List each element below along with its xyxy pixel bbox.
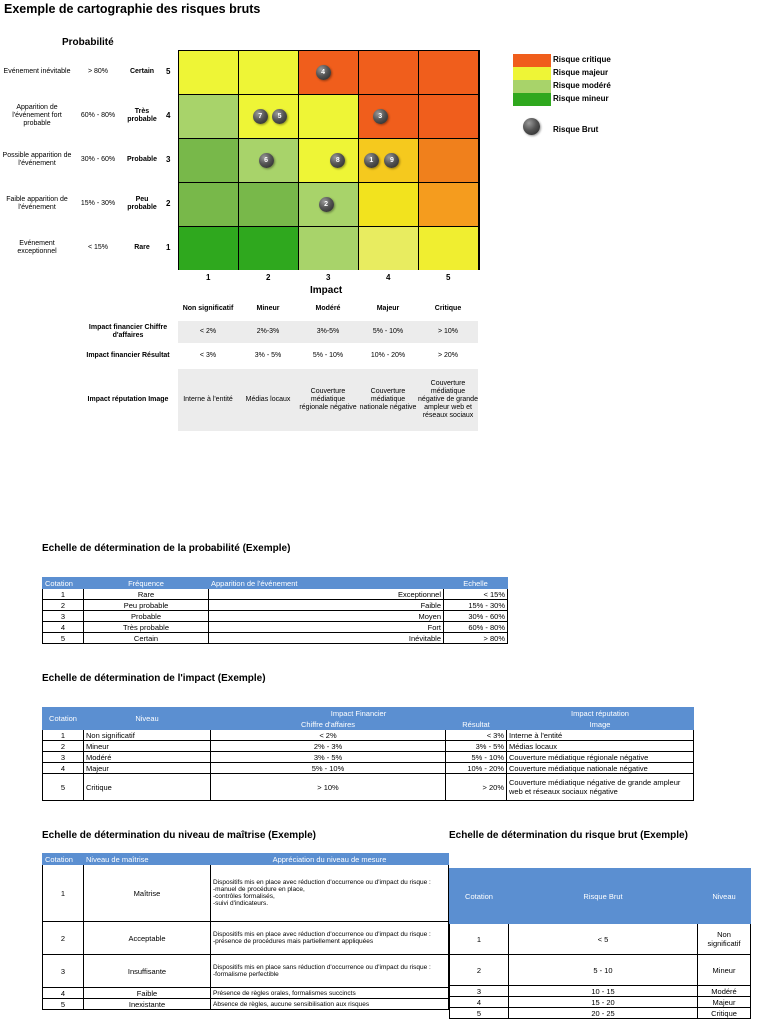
table-row: [43, 611, 508, 622]
prob-row-num: 2: [166, 199, 171, 208]
table-cell: 30% - 60%: [444, 611, 508, 622]
brut-table-title: Echelle de détermination du risque brut (Exemple): [449, 830, 688, 841]
risk-marker: 6: [259, 153, 274, 168]
table-cell: 2: [43, 741, 84, 752]
prob-row-name: Peu probable: [127, 196, 157, 211]
table-cell: Mineur: [698, 955, 751, 986]
legend-swatch: [513, 54, 551, 67]
table-cell: 15% - 30%: [444, 600, 508, 611]
legend-swatch: [513, 93, 551, 106]
matrix-cell: [179, 139, 238, 182]
impact-cell: 3%-5%: [298, 321, 358, 343]
column-header: Niveau de maîtrise: [84, 854, 211, 865]
impact-col-num: 4: [386, 273, 391, 282]
maitrise-table-title: Echelle de détermination du niveau de maîtrise (Exemple): [42, 830, 316, 841]
prob-row-name: Probable: [127, 156, 157, 163]
column-header: Niveau: [84, 708, 211, 730]
table-row: [43, 999, 449, 1010]
probability-header: Probabilité: [62, 37, 114, 48]
column-header: Cotation: [43, 854, 84, 865]
impact-cell: 5% - 10%: [298, 345, 358, 367]
table-cell: > 10%: [211, 774, 446, 801]
table-cell: < 15%: [444, 589, 508, 600]
risk-marker: 3: [373, 109, 388, 124]
table-cell: 15 - 20: [509, 997, 698, 1008]
impact-cell: 10% - 20%: [358, 345, 418, 367]
table-row: [43, 633, 508, 644]
impact-cell: Interne à l'entité: [178, 369, 238, 431]
table-cell: 2% - 3%: [211, 741, 446, 752]
legend-label: Risque majeur: [553, 68, 609, 77]
impact-table-title: Echelle de détermination de l'impact (Exemple): [42, 673, 266, 684]
table-cell: 1: [43, 589, 84, 600]
prob-table-title: Echelle de détermination de la probabilité (Exemple): [42, 543, 291, 554]
table-cell: Inexistante: [84, 999, 211, 1010]
table-cell: Très probable: [84, 622, 209, 633]
impact-level: Non significatif: [182, 305, 234, 312]
column-header: Appréciation du niveau de mesure: [211, 854, 449, 865]
table-cell: Majeur: [698, 997, 751, 1008]
column-header: Risque Brut: [509, 869, 698, 924]
table-cell: 4: [450, 997, 509, 1008]
prob-row-pct: > 80%: [87, 68, 109, 75]
table-header-row: [43, 578, 508, 589]
impact-col-num: 3: [326, 273, 331, 282]
column-header: Impact Financier: [211, 708, 507, 719]
column-header: Apparition de l'événement: [209, 578, 444, 589]
table-cell: 5% - 10%: [211, 763, 446, 774]
table-cell: Acceptable: [84, 922, 211, 955]
legend-label: Risque critique: [553, 55, 611, 64]
impact-col-num: 5: [446, 273, 451, 282]
prob-row-desc: Possible apparition de l'événement: [2, 152, 72, 167]
table-cell: 1: [450, 924, 509, 955]
table-header-row: [43, 708, 694, 719]
table-cell: 5: [43, 774, 84, 801]
impact-cell: > 20%: [418, 345, 478, 367]
table-row: [450, 986, 751, 997]
impact-table: [42, 707, 694, 801]
table-cell: 3: [43, 955, 84, 988]
matrix-cell: [359, 51, 418, 94]
column-header: Echelle: [444, 578, 508, 589]
table-row: [43, 763, 694, 774]
matrix-cell: [419, 227, 478, 270]
table-cell: 5: [43, 999, 84, 1010]
matrix-cell: [359, 95, 418, 138]
table-cell: Peu probable: [84, 600, 209, 611]
table-header-row: [450, 869, 751, 924]
table-cell: Critique: [698, 1008, 751, 1019]
prob-row-num: 3: [166, 155, 171, 164]
column-header: Cotation: [43, 578, 84, 589]
table-cell: Dispositifs mis en place sans réduction d'occurrence ou d'impact du risque : -formalisme perfectible: [211, 955, 449, 988]
impact-cell: Couverture médiatique nationale négative: [358, 369, 418, 431]
table-cell: Moyen: [209, 611, 444, 622]
prob-row-desc: Evénement exceptionnel: [17, 240, 57, 255]
matrix-cell: [419, 95, 478, 138]
table-cell: Absence de règles, aucune sensibilisation aux risques: [211, 999, 449, 1010]
prob-row-pct: 30% - 60%: [80, 156, 116, 163]
table-cell: Couverture médiatique régionale négative: [507, 752, 694, 763]
impact-cell: > 10%: [418, 321, 478, 343]
impact-cell: 5% - 10%: [358, 321, 418, 343]
table-cell: 2: [450, 955, 509, 986]
table-cell: 3: [43, 611, 84, 622]
impact-header: Impact: [310, 285, 343, 296]
table-cell: 3: [450, 986, 509, 997]
table-cell: 4: [43, 988, 84, 999]
column-header: Chiffre d'affaires: [211, 719, 446, 730]
table-cell: Insuffisante: [84, 955, 211, 988]
table-cell: Médias locaux: [507, 741, 694, 752]
table-cell: Couverture médiatique nationale négative: [507, 763, 694, 774]
table-row: [43, 730, 694, 741]
column-header: Cotation: [450, 869, 509, 924]
impact-col-num: 1: [206, 273, 211, 282]
table-row: [43, 622, 508, 633]
table-cell: Mineur: [84, 741, 211, 752]
table-header-row: [43, 854, 449, 865]
table-cell: Présence de règles orales, formalismes succincts: [211, 988, 449, 999]
table-cell: Dispositifs mis en place avec réduction d'occurrence ou d'impact du risque : -présence de procédures mais partiellement appliquées: [211, 922, 449, 955]
table-cell: 5 - 10: [509, 955, 698, 986]
matrix-cell: [179, 51, 238, 94]
table-cell: 5: [450, 1008, 509, 1019]
table-cell: 60% - 80%: [444, 622, 508, 633]
matrix-cell: [359, 183, 418, 226]
impact-cell: < 3%: [178, 345, 238, 367]
prob-row-num: 5: [166, 67, 171, 76]
prob-row-pct: 15% - 30%: [80, 200, 116, 207]
column-header: Fréquence: [84, 578, 209, 589]
table-cell: 3% - 5%: [446, 741, 507, 752]
risk-marker: 1: [364, 153, 379, 168]
risk-marker: 5: [272, 109, 287, 124]
prob-row-name: Rare: [134, 244, 150, 251]
table-row: [43, 741, 694, 752]
table-cell: Dispositifs mis en place avec réduction d'occurrence ou d'impact du risque : -manuel de procédure en place, -contrôles formalisés, -suivi d'indicateurs.: [211, 865, 449, 922]
impact-cell: Couverture médiatique négative de grande ampleur web et réseaux sociaux: [418, 369, 478, 431]
impact-row-label: Impact réputation Image: [87, 396, 169, 403]
risk-marker: 4: [316, 65, 331, 80]
prob-row-pct: < 15%: [87, 244, 109, 251]
column-header: Cotation: [43, 708, 84, 730]
legend-label: Risque modéré: [553, 81, 611, 90]
table-cell: Faible: [84, 988, 211, 999]
prob-row-pct: 60% - 80%: [80, 112, 116, 119]
column-header: Niveau: [698, 869, 751, 924]
table-cell: 5: [43, 633, 84, 644]
matrix-cell: [239, 51, 298, 94]
table-cell: 1: [43, 865, 84, 922]
table-cell: Exceptionnel: [209, 589, 444, 600]
impact-row-label: Impact financier Chiffre d'affaires: [88, 324, 168, 339]
impact-cell: 2%-3%: [238, 321, 298, 343]
matrix-cell: [179, 183, 238, 226]
matrix-cell: [299, 227, 358, 270]
impact-level: Modéré: [315, 305, 341, 312]
table-row: [43, 865, 449, 922]
table-cell: > 20%: [446, 774, 507, 801]
legend-swatch: [513, 67, 551, 80]
prob-row-desc: Apparition de l'événement fort probable: [12, 104, 62, 127]
table-cell: 4: [43, 622, 84, 633]
impact-level: Critique: [434, 305, 462, 312]
page-title: Exemple de cartographie des risques bruts: [4, 2, 261, 16]
table-cell: Interne à l'entité: [507, 730, 694, 741]
matrix-cell: [239, 227, 298, 270]
table-cell: < 2%: [211, 730, 446, 741]
matrix-cell: [179, 95, 238, 138]
impact-cell: Médias locaux: [238, 369, 298, 431]
table-cell: Non significatif: [84, 730, 211, 741]
table-cell: Majeur: [84, 763, 211, 774]
table-row: [43, 922, 449, 955]
risk-marker: 2: [319, 197, 334, 212]
prob-row-desc: Faible apparition de l'événement: [6, 196, 68, 211]
table-cell: Modéré: [84, 752, 211, 763]
table-cell: 1: [43, 730, 84, 741]
impact-row-label: Impact financier Résultat: [86, 352, 170, 359]
risk-matrix: [178, 50, 480, 270]
matrix-cell: [359, 227, 418, 270]
table-cell: 20 - 25: [509, 1008, 698, 1019]
impact-level: Majeur: [376, 305, 400, 312]
brut-table: [449, 868, 751, 1019]
table-cell: 4: [43, 763, 84, 774]
table-cell: Rare: [84, 589, 209, 600]
column-header: Résultat: [446, 719, 507, 730]
prob-row-desc: Evénement inévitable: [3, 68, 71, 75]
impact-cell: Couverture médiatique régionale négative: [298, 369, 358, 431]
table-cell: Faible: [209, 600, 444, 611]
probability-table: [42, 577, 508, 644]
maitrise-table: [42, 853, 449, 1010]
risk-marker: 8: [330, 153, 345, 168]
table-cell: > 80%: [444, 633, 508, 644]
table-row: [43, 600, 508, 611]
table-row: [43, 774, 694, 801]
legend-ball-icon: [523, 118, 540, 135]
table-row: [43, 988, 449, 999]
matrix-cell: [419, 51, 478, 94]
table-cell: Maîtrise: [84, 865, 211, 922]
table-cell: 10 - 15: [509, 986, 698, 997]
column-header: Image: [507, 719, 694, 730]
matrix-cell: [299, 95, 358, 138]
column-header: Impact réputation: [507, 708, 694, 719]
table-row: [450, 955, 751, 986]
legend-ball-label: Risque Brut: [553, 125, 599, 134]
table-cell: 10% - 20%: [446, 763, 507, 774]
table-cell: 3: [43, 752, 84, 763]
table-cell: < 3%: [446, 730, 507, 741]
prob-row-num: 4: [166, 111, 171, 120]
table-cell: Critique: [84, 774, 211, 801]
table-cell: < 5: [509, 924, 698, 955]
table-row: [450, 924, 751, 955]
table-cell: 3% - 5%: [211, 752, 446, 763]
impact-cell: < 2%: [178, 321, 238, 343]
matrix-cell: [299, 139, 358, 182]
table-cell: 2: [43, 600, 84, 611]
table-cell: Fort: [209, 622, 444, 633]
legend-swatch: [513, 80, 551, 93]
table-row: [450, 997, 751, 1008]
table-cell: 5% - 10%: [446, 752, 507, 763]
impact-col-num: 2: [266, 273, 271, 282]
risk-marker: 7: [253, 109, 268, 124]
table-cell: Probable: [84, 611, 209, 622]
prob-row-num: 1: [166, 243, 171, 252]
table-cell: Certain: [84, 633, 209, 644]
table-row: [43, 955, 449, 988]
matrix-cell: [239, 183, 298, 226]
table-cell: Non significatif: [698, 924, 751, 955]
matrix-cell: [419, 139, 478, 182]
risk-marker: 9: [384, 153, 399, 168]
legend-label: Risque mineur: [553, 94, 609, 103]
table-cell: Modéré: [698, 986, 751, 997]
prob-row-name: Certain: [129, 68, 155, 75]
impact-cell: 3% - 5%: [238, 345, 298, 367]
table-cell: 2: [43, 922, 84, 955]
table-cell: Couverture médiatique négative de grande ampleur web et réseaux sociaux négative: [507, 774, 694, 801]
table-row: [450, 1008, 751, 1019]
matrix-cell: [179, 227, 238, 270]
prob-row-name: Très probable: [127, 108, 157, 123]
matrix-cell: [419, 183, 478, 226]
table-cell: Inévitable: [209, 633, 444, 644]
impact-level: Mineur: [256, 305, 280, 312]
table-row: [43, 589, 508, 600]
table-row: [43, 752, 694, 763]
matrix-cell: [239, 95, 298, 138]
